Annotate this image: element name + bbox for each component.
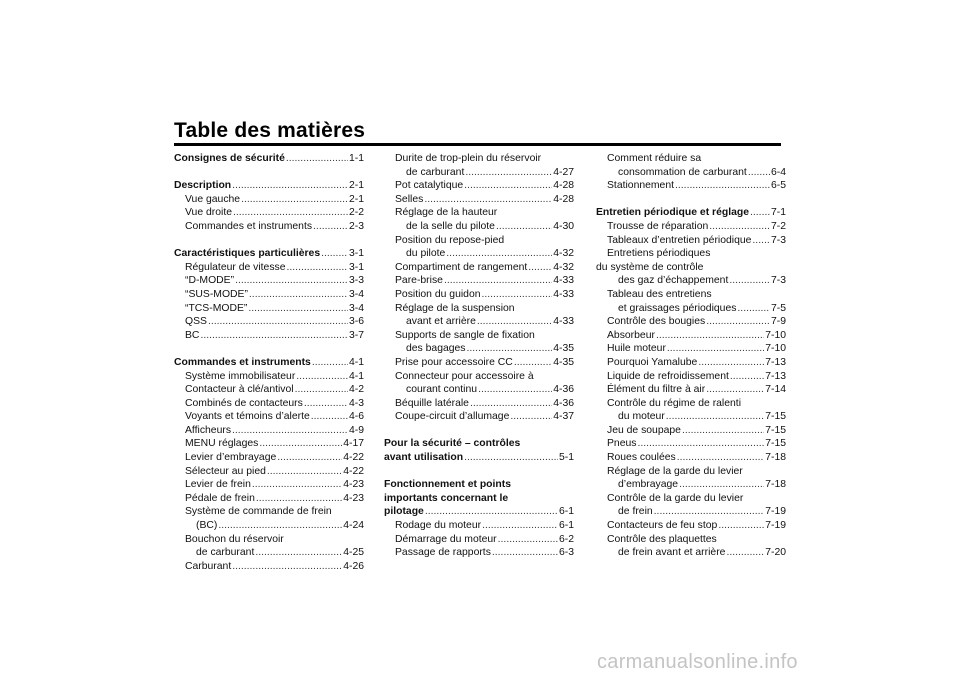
toc-entry-label: “TCS-MODE” — [185, 302, 248, 314]
toc-entry[interactable] — [596, 478, 786, 492]
dot-leader — [492, 546, 558, 560]
toc-entry-label: Levier de frein — [185, 479, 251, 491]
toc-page-number: 4-24 — [343, 520, 364, 532]
toc-page-number: 3-3 — [348, 275, 364, 287]
toc-entry[interactable] — [174, 465, 364, 479]
toc-entry-label: du moteur — [618, 411, 665, 423]
toc-page-number: 3-4 — [348, 302, 364, 314]
toc-page-number: 4-33 — [553, 275, 574, 287]
toc-entry-label: Vue gauche — [185, 193, 241, 205]
toc-entry-label: QSS — [185, 316, 207, 328]
toc-entry-label: de carburant — [196, 547, 255, 559]
dot-leader — [729, 274, 770, 288]
toc-entry-line: Contrôle de la garde du levier — [607, 492, 744, 504]
toc-section-heading-line: Pour la sécurité – contrôles — [384, 438, 521, 450]
toc-entry[interactable] — [384, 533, 574, 547]
toc-entry[interactable] — [384, 342, 574, 356]
toc-entry[interactable] — [384, 274, 574, 288]
toc-page-number: 7-15 — [765, 438, 786, 450]
dot-leader — [528, 261, 552, 275]
dot-leader — [249, 288, 348, 302]
toc-entry-label: Pédale de frein — [185, 492, 255, 504]
dot-leader — [232, 560, 342, 574]
toc-page-number: 4-36 — [553, 384, 574, 396]
toc-entry[interactable] — [596, 179, 786, 193]
dot-leader — [478, 383, 552, 397]
toc-entry[interactable] — [596, 437, 786, 451]
toc-page-number: 4-9 — [348, 424, 364, 436]
toc-entry[interactable] — [174, 329, 364, 343]
toc-entry-label: (BC) — [196, 520, 218, 532]
dot-leader — [446, 247, 552, 261]
dot-leader — [752, 234, 770, 248]
dot-leader — [464, 179, 552, 193]
toc-entry-label: Caractéristiques particulières — [174, 248, 321, 260]
toc-entry[interactable] — [174, 424, 364, 438]
toc-entry[interactable] — [384, 166, 574, 180]
toc-page-number: 7-15 — [765, 411, 786, 423]
toc-page-number: 4-28 — [553, 193, 574, 205]
toc-page-number: 6-4 — [770, 166, 786, 178]
toc-page-number: 4-1 — [348, 370, 364, 382]
toc-entry-label: Démarrage du moteur — [395, 533, 497, 545]
toc-entry[interactable] — [596, 519, 786, 533]
dot-leader — [496, 220, 552, 234]
dot-leader — [467, 342, 553, 356]
toc-entry-line: Réglage de la garde du levier — [607, 465, 743, 477]
dot-leader — [750, 206, 770, 220]
dot-leader — [677, 451, 764, 465]
dot-leader — [637, 437, 764, 451]
toc-entry-label: Consignes de sécurité — [174, 153, 285, 164]
dot-leader — [286, 152, 348, 166]
dot-leader — [482, 288, 553, 302]
dot-leader — [312, 356, 348, 370]
dot-leader — [656, 329, 764, 343]
toc-page-number: 2-2 — [348, 207, 364, 219]
dot-leader — [666, 410, 764, 424]
toc-entry[interactable] — [596, 370, 786, 384]
toc-page-number: 7-10 — [765, 343, 786, 355]
toc-page-number: 4-35 — [553, 343, 574, 355]
toc-page-number: 4-37 — [553, 411, 574, 423]
dot-leader — [706, 383, 764, 397]
toc-entry[interactable] — [596, 329, 786, 343]
toc-entry[interactable] — [596, 424, 786, 438]
toc-entry-label: Vue droite — [185, 207, 232, 219]
toc-entry-label: MENU réglages — [185, 438, 259, 450]
dot-leader — [296, 370, 348, 384]
toc-entry[interactable] — [174, 288, 364, 302]
toc-page-number: 7-18 — [765, 452, 786, 464]
toc-entry-label: pilotage — [384, 506, 424, 518]
toc-page-number: 6-1 — [558, 520, 574, 532]
toc-entry[interactable] — [384, 193, 574, 207]
toc-entry-label: Élément du filtre à air — [607, 384, 706, 396]
toc-entry-label: Absorbeur — [607, 329, 655, 341]
toc-page-number: 7-13 — [765, 370, 786, 382]
toc-section-heading[interactable] — [384, 451, 574, 465]
toc-page-number: 4-2 — [348, 384, 364, 396]
toc-entry[interactable] — [596, 451, 786, 465]
toc-page-number: 7-15 — [765, 424, 786, 436]
toc-entry-label: Tableaux d’entretien périodique — [607, 234, 752, 246]
toc-entry-label: Stationnement — [607, 180, 675, 192]
dot-leader — [232, 179, 348, 193]
toc-entry[interactable] — [174, 478, 364, 492]
toc-entry[interactable] — [596, 302, 786, 316]
toc-section-heading-line: importants concernant le — [384, 492, 509, 504]
dot-leader — [682, 424, 764, 438]
toc-entry[interactable] — [384, 220, 574, 234]
toc-entry[interactable] — [174, 302, 364, 316]
toc-entry[interactable] — [174, 451, 364, 465]
toc-entry[interactable] — [174, 397, 364, 411]
toc-entry[interactable] — [384, 397, 574, 411]
toc-entry-label: Roues coulées — [607, 452, 676, 464]
toc-section-heading[interactable] — [596, 206, 786, 220]
toc-entry-label: Huile moteur — [607, 343, 666, 355]
toc-page-number: 1-1 — [348, 153, 364, 164]
toc-entry-label: Entretien périodique et réglage — [596, 207, 750, 219]
toc-entry-line: Entretiens périodiques — [607, 248, 711, 260]
toc-entry-label: Rodage du moteur — [395, 520, 482, 532]
dot-leader — [698, 356, 764, 370]
toc-entry-label: Compartiment de rangement — [395, 261, 528, 273]
dot-leader — [748, 166, 770, 180]
toc-entry-label: de frein — [618, 506, 653, 518]
toc-entry-label: de frein avant et arrière — [618, 547, 726, 559]
dot-leader — [424, 193, 552, 207]
toc-gap — [174, 166, 364, 180]
toc-entry[interactable] — [384, 261, 574, 275]
toc-page-number: 3-4 — [348, 288, 364, 300]
toc-entry-label: Combinés de contacteurs — [185, 397, 303, 409]
toc-page-number: 4-1 — [348, 356, 364, 368]
toc-page-number: 4-28 — [553, 180, 574, 192]
toc-entry-label: BC — [185, 329, 200, 341]
dot-leader — [232, 424, 348, 438]
toc-gap — [384, 465, 574, 479]
dot-leader — [311, 410, 348, 424]
toc-page-number: 4-6 — [348, 411, 364, 423]
toc-page-number: 7-1 — [770, 207, 786, 219]
toc-entry-label: des gaz d’échappement — [618, 275, 729, 287]
toc-entry[interactable] — [384, 383, 574, 397]
toc-page-number: 2-3 — [348, 220, 364, 232]
toc-entry-label: “SUS-MODE” — [185, 288, 248, 300]
toc-entry-label: avant utilisation — [384, 452, 464, 464]
toc-gap — [596, 193, 786, 207]
dot-leader — [295, 383, 348, 397]
toc-page-number: 4-32 — [553, 248, 574, 260]
toc-entry[interactable] — [174, 370, 364, 384]
toc-entry[interactable] — [384, 179, 574, 193]
toc-page-number: 4-33 — [553, 288, 574, 300]
toc-page-number: 7-5 — [770, 302, 786, 314]
toc-page-number: 4-22 — [343, 452, 364, 464]
dot-leader — [277, 451, 342, 465]
toc-entry-label: Voyants et témoins d’alerte — [185, 411, 310, 423]
toc-entry-line: Contrôle du régime de ralenti — [607, 397, 741, 409]
dot-leader — [464, 451, 558, 465]
toc-page-number: 7-19 — [765, 506, 786, 518]
toc-entry-label: Pot catalytique — [395, 180, 464, 192]
toc-page-number: 7-18 — [765, 479, 786, 491]
toc-page-number: 3-6 — [348, 316, 364, 328]
toc-page-number: 4-32 — [553, 261, 574, 273]
toc-entry-line: Tableau des entretiens — [607, 288, 712, 300]
toc-page-number: 4-3 — [348, 397, 364, 409]
toc-entry[interactable] — [596, 546, 786, 560]
watermark-text: carmanualsonline.info — [597, 651, 798, 673]
toc-entry-line: Comment réduire sa — [607, 153, 702, 164]
toc-entry[interactable] — [384, 288, 574, 302]
toc-entry-line: Réglage de la hauteur — [395, 207, 498, 219]
toc-page-number: 7-3 — [770, 234, 786, 246]
toc-entry[interactable] — [174, 315, 364, 329]
dot-leader — [477, 315, 552, 329]
toc-entry-label: Contacteur à clé/antivol — [185, 384, 294, 396]
toc-entry[interactable] — [174, 560, 364, 574]
dot-leader — [465, 166, 552, 180]
toc-entry-label: Carburant — [185, 560, 232, 572]
toc-page-number: 2-1 — [348, 180, 364, 192]
toc-section-heading-line: Fonctionnement et points — [384, 479, 511, 491]
toc-page-number: 6-2 — [558, 533, 574, 545]
toc-page-number: 4-33 — [553, 316, 574, 328]
toc-entry-label: Système immobilisateur — [185, 370, 296, 382]
toc-entry-label: Trousse de réparation — [607, 220, 709, 232]
toc-page-number: 4-23 — [343, 479, 364, 491]
toc-page-number: 7-14 — [765, 384, 786, 396]
dot-leader — [313, 220, 348, 234]
toc-entry-label: Coupe-circuit d’allumage — [395, 411, 510, 423]
toc-entry-label: et graissages périodiques — [618, 302, 737, 314]
dot-leader — [667, 342, 764, 356]
toc-entry-label: Contacteurs de feu stop — [607, 520, 718, 532]
toc-entry-label: Pourquoi Yamalube — [607, 356, 698, 368]
toc-page-number: 5-1 — [558, 452, 574, 464]
dot-leader — [654, 505, 765, 519]
dot-leader — [482, 519, 558, 533]
toc-page-number: 7-3 — [770, 275, 786, 287]
toc-entry-label: Liquide de refroidissement — [607, 370, 729, 382]
dot-leader — [510, 410, 552, 424]
toc-column-2 — [384, 152, 574, 560]
toc-entry-label: Béquille latérale — [395, 397, 469, 409]
dot-leader — [706, 315, 770, 329]
toc-page-number: 7-20 — [765, 547, 786, 559]
toc-entry-label: de la selle du pilote — [406, 220, 495, 232]
dot-leader — [200, 329, 348, 343]
toc-page-number: 7-2 — [770, 220, 786, 232]
toc-page-number: 7-13 — [765, 356, 786, 368]
dot-leader — [208, 315, 348, 329]
dot-leader — [241, 193, 348, 207]
toc-section-heading[interactable] — [174, 356, 364, 370]
dot-leader — [514, 356, 552, 370]
toc-section-heading[interactable] — [174, 179, 364, 193]
toc-entry[interactable] — [174, 220, 364, 234]
toc-page-number: 3-1 — [348, 248, 364, 260]
dot-leader — [726, 546, 764, 560]
toc-entry[interactable] — [596, 315, 786, 329]
toc-page-number: 4-17 — [343, 438, 364, 450]
toc-entry-label: de carburant — [406, 166, 465, 178]
toc-entry-label: Description — [174, 180, 232, 192]
toc-gap — [384, 424, 574, 438]
dot-leader — [256, 492, 342, 506]
toc-entry[interactable] — [384, 315, 574, 329]
toc-entry[interactable] — [596, 342, 786, 356]
toc-entry-line: Supports de sangle de fixation — [395, 329, 535, 341]
toc-entry[interactable] — [596, 234, 786, 248]
toc-entry-label: Commandes et instruments — [174, 356, 311, 368]
toc-entry[interactable] — [384, 356, 574, 370]
toc-entry-line: Durite de trop-plein du réservoir — [395, 153, 542, 164]
dot-leader — [233, 206, 348, 220]
title-rule — [174, 143, 781, 146]
toc-entry[interactable] — [384, 546, 574, 560]
toc-page-number: 4-26 — [343, 560, 364, 572]
toc-entry[interactable] — [384, 519, 574, 533]
toc-page-number: 6-3 — [558, 547, 574, 559]
toc-entry-label: Sélecteur au pied — [185, 465, 266, 477]
dot-leader — [218, 519, 342, 533]
dot-leader — [425, 505, 558, 519]
toc-page-number: 3-7 — [348, 329, 364, 341]
toc-entry-label: Régulateur de vitesse — [185, 261, 286, 273]
toc-entry-line: du système de contrôle — [596, 261, 704, 273]
dot-leader — [444, 274, 552, 288]
toc-gap — [174, 342, 364, 356]
dot-leader — [675, 179, 770, 193]
toc-page-number: 4-25 — [343, 547, 364, 559]
toc-page-number: 4-36 — [553, 397, 574, 409]
dot-leader — [321, 247, 348, 261]
toc-entry[interactable] — [596, 383, 786, 397]
toc-entry[interactable] — [596, 356, 786, 370]
toc-entry-label: du pilote — [406, 248, 446, 260]
dot-leader — [709, 220, 770, 234]
toc-entry[interactable] — [174, 206, 364, 220]
toc-entry-label: Pneus — [607, 438, 637, 450]
toc-entry[interactable] — [596, 166, 786, 180]
toc-page-number: 4-22 — [343, 465, 364, 477]
toc-entry[interactable] — [596, 410, 786, 424]
toc-page-number: 3-1 — [348, 261, 364, 273]
toc-entry[interactable] — [174, 193, 364, 207]
toc-entry-line: Contrôle des plaquettes — [607, 533, 717, 545]
dot-leader — [267, 465, 342, 479]
toc-column-3 — [596, 152, 786, 560]
dot-leader — [235, 274, 348, 288]
toc-entry-line: Bouchon du réservoir — [185, 533, 284, 545]
toc-entry-label: Pare-brise — [395, 275, 443, 287]
toc-entry[interactable] — [384, 410, 574, 424]
dot-leader — [248, 302, 348, 316]
toc-entry[interactable] — [174, 274, 364, 288]
toc-page-number: 6-1 — [558, 506, 574, 518]
toc-entry-line: Position du repose-pied — [395, 234, 505, 246]
toc-entry-label: “D-MODE” — [185, 275, 235, 287]
toc-entry-label: Jeu de soupape — [607, 424, 681, 436]
toc-entry[interactable] — [174, 261, 364, 275]
toc-entry-label: consommation de carburant — [618, 166, 747, 178]
toc-entry-label: d’embrayage — [618, 479, 679, 491]
toc-entry-label: Selles — [395, 193, 424, 205]
toc-page-number: 7-19 — [765, 520, 786, 532]
toc-entry-label: courant continu — [406, 384, 478, 396]
toc-page-number: 4-35 — [553, 356, 574, 368]
dot-leader — [287, 261, 348, 275]
toc-entry-label: Afficheurs — [185, 424, 232, 436]
toc-entry-label: Commandes et instruments — [185, 220, 313, 232]
dot-leader — [304, 397, 348, 411]
toc-entry[interactable] — [596, 274, 786, 288]
toc-entry-line: Système de commande de frein — [185, 506, 332, 518]
toc-page-number: 4-23 — [343, 492, 364, 504]
dot-leader — [679, 478, 764, 492]
toc-entry[interactable] — [384, 247, 574, 261]
toc-section-heading[interactable] — [174, 152, 364, 166]
dot-leader — [255, 546, 342, 560]
toc-entry[interactable] — [174, 410, 364, 424]
toc-page-number: 4-27 — [553, 166, 574, 178]
toc-page-number: 7-10 — [765, 329, 786, 341]
toc-page-number: 6-5 — [770, 180, 786, 192]
dot-leader — [737, 302, 770, 316]
dot-leader — [252, 478, 342, 492]
page-title: Table des matières — [174, 119, 366, 142]
toc-page-number: 7-9 — [770, 316, 786, 328]
toc-entry-label: avant et arrière — [406, 316, 476, 328]
toc-entry-line: Réglage de la suspension — [395, 302, 515, 314]
toc-entry-label: Contrôle des bougies — [607, 316, 706, 328]
toc-entry-label: Levier d’embrayage — [185, 452, 277, 464]
toc-entry[interactable] — [174, 546, 364, 560]
dot-leader — [470, 397, 552, 411]
toc-entry[interactable] — [174, 437, 364, 451]
toc-entry-label: des bagages — [406, 343, 466, 355]
toc-entry[interactable] — [174, 492, 364, 506]
toc-section-heading[interactable] — [384, 505, 574, 519]
toc-gap — [174, 234, 364, 248]
dot-leader — [498, 533, 558, 547]
toc-entry-label: Passage de rapports — [395, 547, 491, 559]
dot-leader — [718, 519, 764, 533]
toc-entry-label: Position du guidon — [395, 288, 481, 300]
toc-page-number: 4-30 — [553, 220, 574, 232]
toc-entry[interactable] — [174, 383, 364, 397]
toc-entry-line: Connecteur pour accessoire à — [395, 370, 534, 382]
dot-leader — [259, 437, 342, 451]
toc-column-1 — [174, 152, 364, 573]
toc-entry-label: Prise pour accessoire CC — [395, 356, 513, 368]
dot-leader — [730, 370, 764, 384]
toc-page-number: 2-1 — [348, 193, 364, 205]
toc-entry[interactable] — [596, 220, 786, 234]
toc-section-heading[interactable] — [174, 247, 364, 261]
toc-entry[interactable] — [174, 519, 364, 533]
toc-entry[interactable] — [596, 505, 786, 519]
